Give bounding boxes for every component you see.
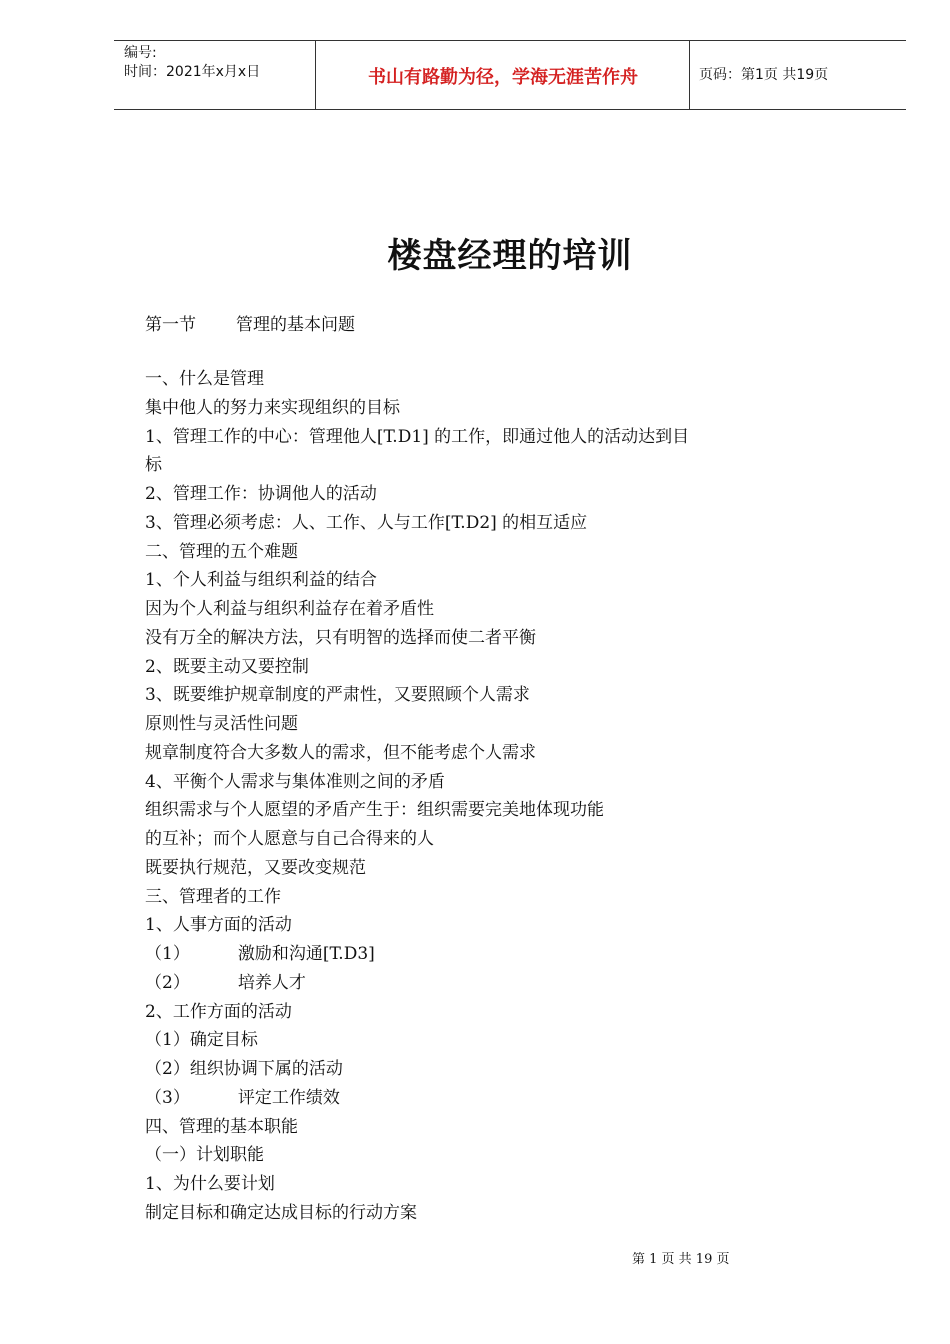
section-name: 管理的基本问题 [236,315,355,335]
list-item [145,940,765,969]
body-line: 四、管理的基本职能 [145,1116,298,1137]
body-line: 因为个人利益与组织利益存在着矛盾性 [145,599,434,619]
section-heading [145,310,355,335]
body-line: 2、工作方面的活动 [145,1001,292,1022]
body-line: 标 [145,455,162,476]
document-title: 楼盘经理的培训 [387,236,633,276]
body-line: 3、既要维护规章制度的严肃性，又要照顾个人需求 [145,685,530,706]
header-divider-right [689,41,690,109]
body-line: 集中他人的努力来实现组织的目标 [145,397,400,418]
body-line: 原则性与灵活性问题 [145,714,298,734]
page-header [114,40,906,110]
body-line: （一）计划职能 [145,1145,264,1166]
body-line: 二、管理的五个难题 [145,541,298,562]
body-line: 2、既要主动又要控制 [145,656,309,677]
body-line: 没有万全的解决方法，只有明智的选择而使二者平衡 [145,627,536,648]
body-line: 三、管理者的工作 [145,886,281,907]
list-item-text: 培养人才 [237,972,306,993]
body-line: （2）组织协调下属的活动 [145,1059,343,1079]
body-line: 2、管理工作：协调他人的活动 [145,484,377,504]
body-line: 3、管理必须考虑：人、工作、人与工作[T.D2] 的相互适应 [145,512,588,533]
body-line: 规章制度符合大多数人的需求，但不能考虑个人需求 [145,742,536,763]
list-item-number: （2） [145,972,190,993]
time-label: 时间：2021年x月x日 [124,64,261,80]
list-item-number: （3） [145,1087,190,1108]
list-item-text: 评定工作绩效 [237,1087,340,1108]
section-number: 第一节 [145,315,196,335]
body-line: 4、平衡个人需求与集体准则之间的矛盾 [145,771,445,792]
body-line: 制定目标和确定达成目标的行动方案 [145,1202,417,1223]
body-line: 的互补；而个人愿意与自己合得来的人 [145,829,434,849]
serial-label: 编号: [124,45,157,61]
header-motto: 书山有路勤为径，学海无涯苦作舟 [368,67,638,88]
list-item-text: 激励和沟通[T.D3] [237,944,375,964]
page-footer: 第 1 页 共 19 页 [632,1252,730,1267]
list-item [145,969,765,998]
body-line: （1）确定目标 [145,1030,258,1051]
body-line: 1、管理工作的中心：管理他人[T.D1] 的工作，即通过他人的活动达到目 [145,426,690,447]
body-line: 1、为什么要计划 [145,1174,275,1194]
list-item [145,1084,765,1113]
list-item-number: （1） [145,944,190,964]
body-line: 一、什么是管理 [145,369,264,389]
header-meta [124,44,260,82]
body-line: 既要执行规范，又要改变规范 [145,857,366,878]
header-page-code: 页码：第1页 共19页 [699,67,829,83]
body-line: 组织需求与个人愿望的矛盾产生于：组织需要完美地体现功能 [145,800,604,821]
body-line: 1、人事方面的活动 [145,915,292,936]
body-line: 1、个人利益与组织利益的结合 [145,570,377,591]
document-body [145,365,765,1228]
